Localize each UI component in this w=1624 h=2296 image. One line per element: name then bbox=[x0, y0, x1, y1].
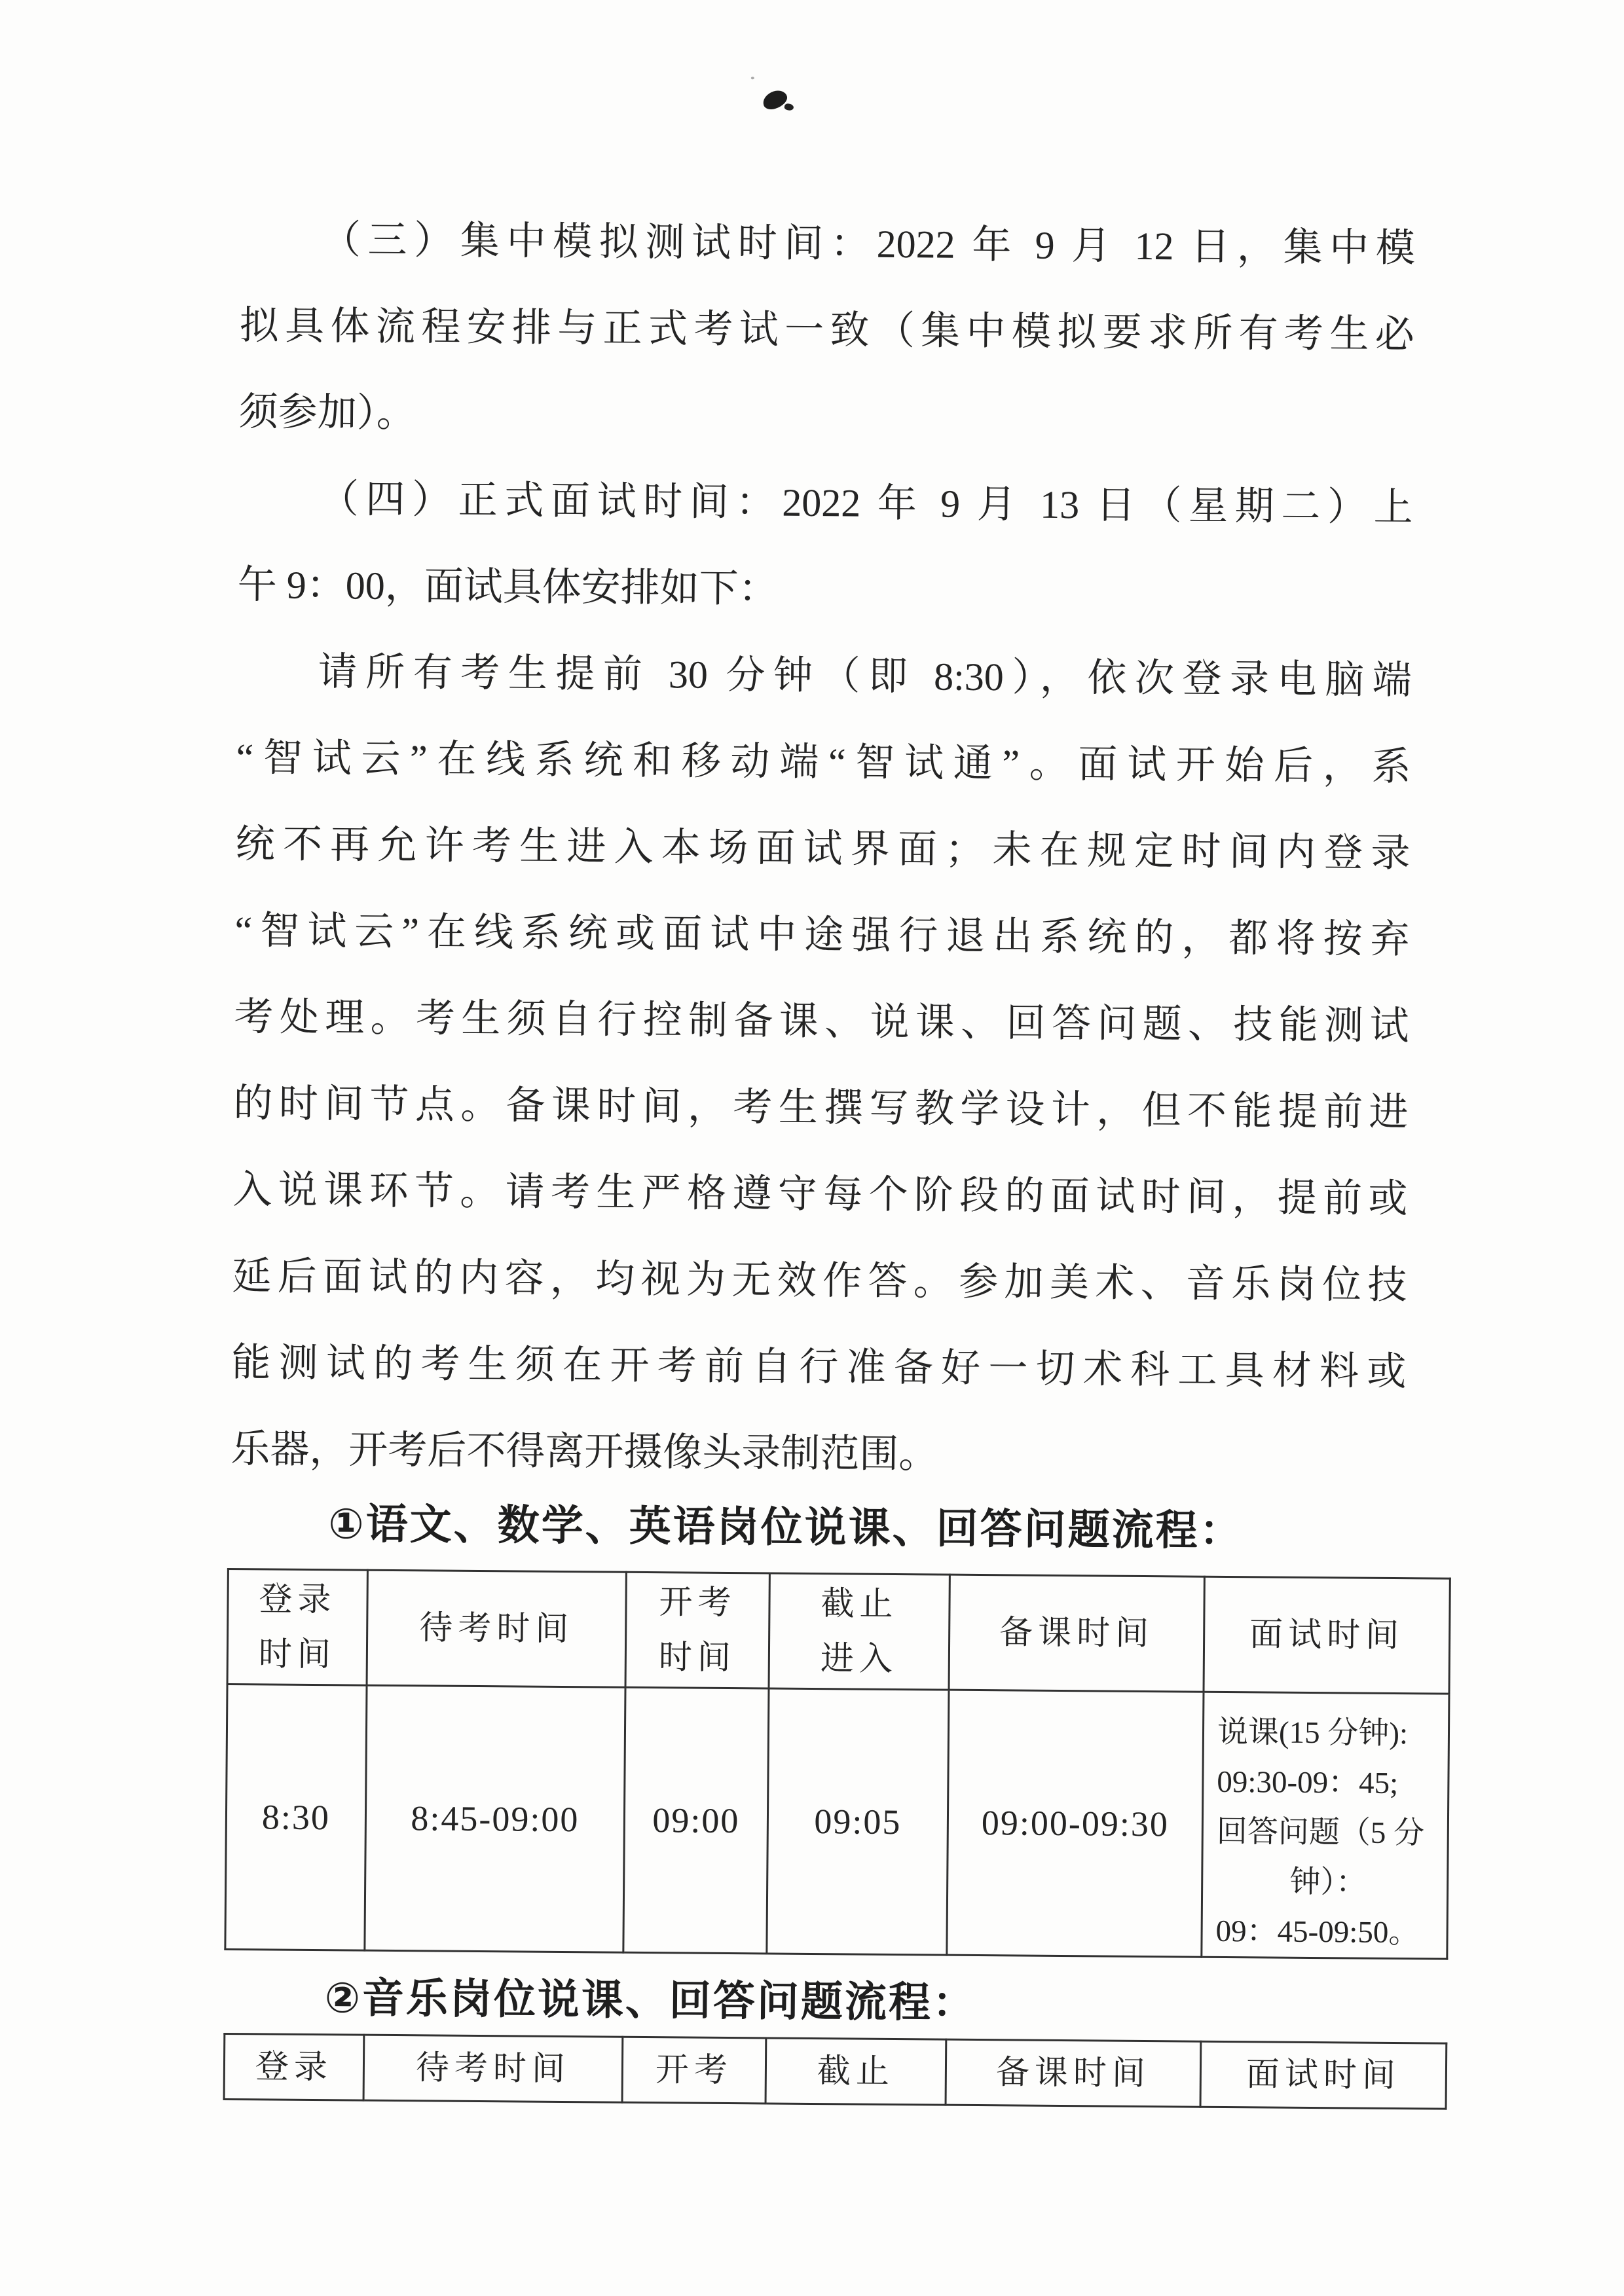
schedule-table-music-position bbox=[223, 2033, 1448, 2110]
header-cell: 备课时间 bbox=[949, 1575, 1204, 1692]
section-1-heading: ①语文、数学、英语岗位说课、回答问题流程： bbox=[328, 1500, 1244, 1555]
data-cell: 8:45-09:00 bbox=[365, 1685, 625, 1952]
body-text bbox=[9, 0, 1624, 1476]
table-data-row bbox=[225, 1685, 1449, 1959]
schedule-table-language-positions bbox=[224, 1568, 1451, 1960]
ink-blot-mark bbox=[761, 88, 790, 111]
header-cell: 登录 bbox=[224, 2033, 364, 2100]
section-2-heading: ②音乐岗位说课、回答问题流程： bbox=[324, 1974, 977, 2027]
text-line: 延后面试的内容，均视为无效作答。参加美术、音乐岗位技 bbox=[232, 1254, 1407, 1307]
table-header-row bbox=[227, 1569, 1450, 1694]
interview-time-cell: 说课(15 分钟): 09:30-09：45; 回答问题（5 分 钟）： 09：45-09:50。 bbox=[1202, 1692, 1449, 1959]
text-line: “智试云”在线系统或面试中途强行退出系统的，都将按弃 bbox=[234, 909, 1410, 962]
text-line: 请所有考生提前 30 分钟（即 8:30），依次登录电脑端 bbox=[318, 650, 1412, 702]
header-cell: 待考时间 bbox=[367, 1570, 626, 1687]
text-line: 统不再允许考生进入本场面试界面；未在规定时间内登录 bbox=[235, 822, 1411, 875]
text-line: 午 9：00，面试具体安排如下： bbox=[237, 563, 778, 611]
data-cell: 09:00-09:30 bbox=[947, 1690, 1204, 1957]
text-line: 的时间节点。备课时间，考生撰写教学设计，但不能提前进 bbox=[233, 1082, 1409, 1135]
text-line: 考处理。考生须自行控制备课、说课、回答问题、技能测试 bbox=[234, 995, 1409, 1048]
header-cell: 截止 bbox=[766, 2038, 946, 2105]
text-line: （四）正式面试时间：2022 年 9 月 13 日（星期二）上 bbox=[319, 477, 1413, 530]
header-cell: 截止 进入 bbox=[769, 1573, 950, 1690]
header-cell: 面试时间 bbox=[1200, 2041, 1447, 2109]
paragraph bbox=[231, 628, 1412, 1501]
text-line: “智试云”在线系统和移动端“智试通”。面试开始后，系 bbox=[236, 736, 1411, 789]
header-cell: 面试时间 bbox=[1204, 1576, 1450, 1694]
header-cell: 开考 时间 bbox=[625, 1572, 769, 1688]
text-line: 须参加）。 bbox=[238, 390, 416, 435]
text-line: （三）集中模拟测试时间：2022 年 9 月 12 日，集中模 bbox=[321, 218, 1416, 270]
text-line: 入说课环节。请考生严格遵守每个阶段的面试时间，提前或 bbox=[232, 1168, 1408, 1221]
data-cell: 09:00 bbox=[623, 1687, 769, 1954]
text-line: 拟具体流程安排与正式考试一致（集中模拟要求所有考生必 bbox=[239, 304, 1415, 357]
text-line: 能测试的考生须在开考前自行准备好一切术科工具材料或 bbox=[231, 1341, 1407, 1394]
data-cell: 8:30 bbox=[225, 1685, 367, 1951]
header-cell: 开考 bbox=[622, 2037, 766, 2104]
data-cell: 09:05 bbox=[767, 1688, 949, 1955]
header-cell: 待考时间 bbox=[363, 2035, 623, 2102]
header-cell: 登录 时间 bbox=[227, 1569, 367, 1686]
header-cell: 备课时间 bbox=[946, 2039, 1201, 2107]
paragraph bbox=[237, 455, 1413, 637]
paragraph bbox=[238, 196, 1415, 464]
ink-speck-mark bbox=[751, 77, 754, 79]
text-line: 乐器，开考后不得离开摄像头录制范围。 bbox=[231, 1427, 938, 1476]
table-header-row bbox=[224, 2033, 1447, 2109]
